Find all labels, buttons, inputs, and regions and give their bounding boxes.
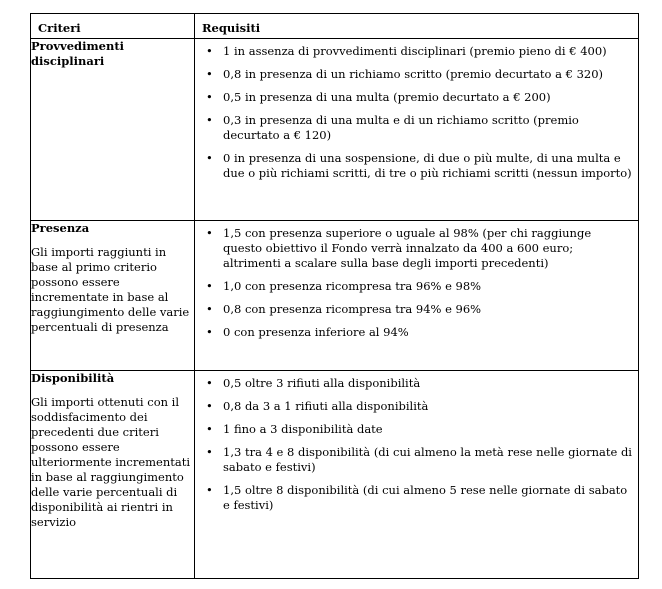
item-text: 0,8 in presenza di un richiamo scritto (premio decurtato a € 320) — [223, 67, 603, 81]
bullet-icon: • — [206, 325, 213, 339]
item-text: 1 fino a 3 disponibilità date — [223, 422, 383, 436]
table-row — [31, 39, 639, 221]
item-text: 1,5 oltre 8 disponibilità (di cui almeno 5 rese nelle giornate di sabato e festivi) — [223, 483, 628, 512]
item-text: 1,3 tra 4 e 8 disponibilità (di cui almeno la metà rese nelle giornate di sabato e festivi) — [223, 445, 632, 474]
list-item — [195, 399, 638, 414]
header-requisiti — [195, 14, 639, 39]
item-text: 1,5 con presenza superiore o uguale al 98% (per chi raggiunge questo obiettivo il Fondo verrà innalzato da 400 a 600 euro; altrimenti a scalare sulla base degli importi precedenti) — [223, 226, 592, 270]
item-text: 0,8 da 3 a 1 rifiuti alla disponibilità — [223, 399, 429, 413]
table-row — [31, 371, 639, 579]
criterion-title: Provvedimenti disciplinari — [31, 39, 124, 68]
bullet-icon: • — [206, 226, 213, 240]
list-item — [195, 151, 638, 181]
bullet-icon: • — [206, 113, 213, 127]
requirements-cell — [195, 371, 639, 579]
bullet-icon: • — [206, 67, 213, 81]
requirements-list — [195, 371, 638, 513]
bullet-icon: • — [206, 422, 213, 436]
requirements-list — [195, 221, 638, 340]
list-item — [195, 302, 638, 317]
header-requisiti-label: Requisiti — [202, 21, 261, 35]
criteria-table — [30, 13, 639, 579]
item-text: 0,8 con presenza ricompresa tra 94% e 96% — [223, 302, 482, 316]
table-header-row — [31, 14, 639, 39]
list-item — [195, 483, 638, 513]
bullet-icon: • — [206, 279, 213, 293]
item-text: 0,5 in presenza di una multa (premio decurtato a € 200) — [223, 90, 551, 104]
criterion-cell — [31, 371, 195, 579]
list-item — [195, 279, 638, 294]
bullet-icon: • — [206, 302, 213, 316]
criterion-title: Presenza — [31, 221, 90, 235]
list-item — [195, 113, 638, 143]
criterion-cell — [31, 221, 195, 371]
item-text: 0 con presenza inferiore al 94% — [223, 325, 409, 339]
requirements-cell — [195, 39, 639, 221]
list-item — [195, 67, 638, 82]
bullet-icon: • — [206, 445, 213, 459]
list-item — [195, 226, 638, 271]
list-item — [195, 325, 638, 340]
item-text: 0,5 oltre 3 rifiuti alla disponibilità — [223, 376, 421, 390]
bullet-icon: • — [206, 399, 213, 413]
criterion-title: Disponibilità — [31, 371, 115, 385]
item-text: 0,3 in presenza di una multa e di un richiamo scritto (premio decurtato a € 120) — [223, 113, 579, 142]
item-text: 1,0 con presenza ricompresa tra 96% e 98% — [223, 279, 482, 293]
list-item — [195, 44, 638, 59]
table-row — [31, 221, 639, 371]
list-item — [195, 90, 638, 105]
bullet-icon: • — [206, 44, 213, 58]
criterion-description: Gli importi raggiunti in base al primo criterio possono essere incrementate in base al raggiungimento delle varie percentuali di presenza — [31, 245, 190, 334]
item-text: 1 in assenza di provvedimenti disciplinari (premio pieno di € 400) — [223, 44, 607, 58]
bullet-icon: • — [206, 483, 213, 497]
requirements-list — [195, 39, 638, 181]
bullet-icon: • — [206, 151, 213, 165]
bullet-icon: • — [206, 90, 213, 104]
bullet-icon: • — [206, 376, 213, 390]
criterion-cell — [31, 39, 195, 221]
requirements-cell — [195, 221, 639, 371]
header-criteri-label: Criteri — [38, 21, 81, 35]
list-item — [195, 422, 638, 437]
criterion-description: Gli importi ottenuti con il soddisfacimento dei precedenti due criteri possono essere ulteriormente incrementati in base al raggiungimento delle varie percentuali di disponibilità ai rientri in servizio — [31, 395, 191, 529]
header-criteri — [31, 14, 195, 39]
item-text: 0 in presenza di una sospensione, di due o più multe, di una multa e due o più richiami scritti, di tre o più richiami scritti (nessun importo) — [223, 151, 632, 180]
list-item — [195, 376, 638, 391]
list-item — [195, 445, 638, 475]
